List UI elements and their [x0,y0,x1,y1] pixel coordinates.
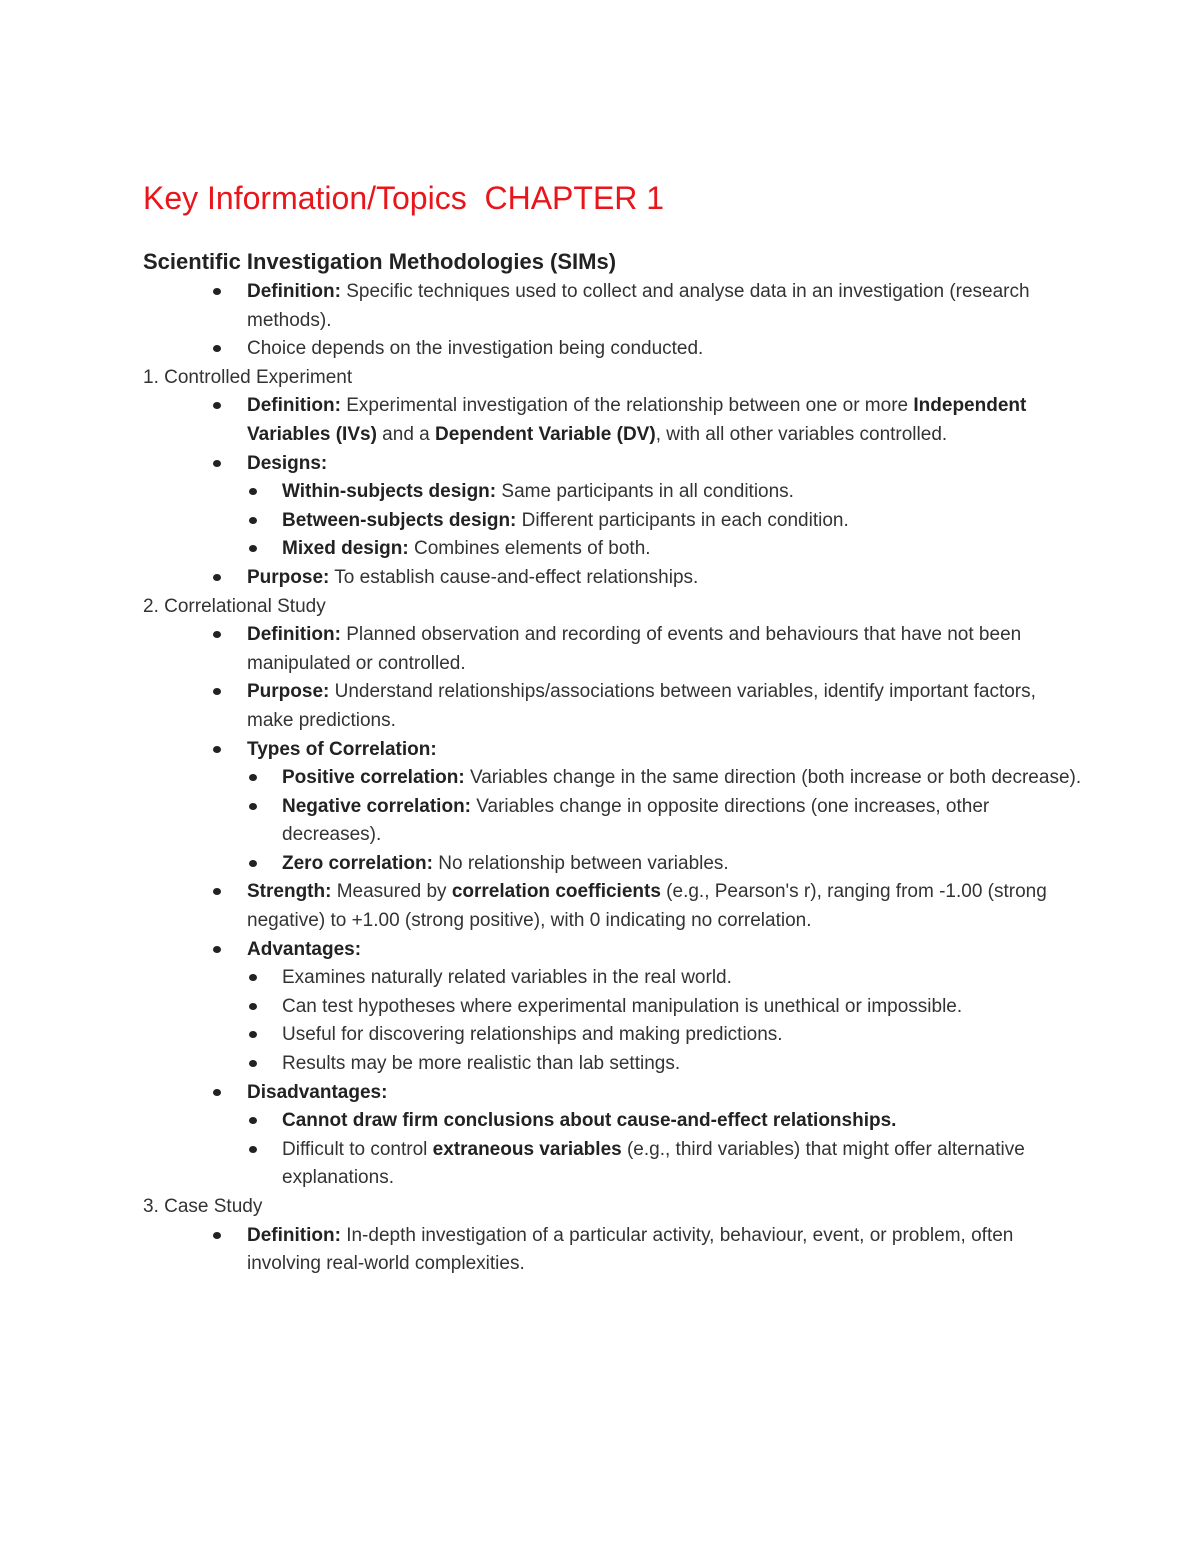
document-page [143,176,1083,1279]
bullet-icon [213,574,221,581]
item-text: Choice depends on the investigation being conducted. [247,338,704,360]
bullet-item [143,450,1083,479]
sub-bullet-item [143,993,1083,1022]
bullet-icon [213,288,221,295]
sub-bullet-item [143,1136,1083,1193]
item-text: Same participants in all conditions. [496,481,794,503]
item-text: Useful for discovering relationships and making predictions. [282,1024,783,1046]
bullet-item [143,392,1083,449]
item-text: Understand relationships/associations between variables, identify important factors, make predictions. [247,681,1036,731]
bullet-icon [249,1146,257,1153]
bold-text: Definition: [247,395,341,417]
bullet-icon [249,774,257,781]
numbered-heading [143,593,1083,622]
bullet-icon [249,1060,257,1067]
item-text: To establish cause-and-effect relationships. [329,566,699,588]
item-text: 3. Case Study [143,1196,263,1217]
item-text: Measured by [331,881,452,903]
bullet-item [143,621,1083,678]
bullet-icon [249,488,257,495]
bold-text: Positive correlation: [282,767,465,789]
item-text: Results may be more realistic than lab settings. [282,1053,681,1075]
sub-bullet-item [143,1021,1083,1050]
item-text: Specific techniques used to collect and analyse data in an investigation (research methods). [247,281,1030,331]
bold-text: Definition: [247,624,341,646]
page-title: Key Information/Topics CHAPTER 1 [143,180,665,216]
bold-text: Designs: [247,452,328,474]
item-text: (e.g., third variables) that might offer alternative explanations. [282,1138,1025,1189]
item-text: Planned observation and recording of events and behaviours that have not been manipulated or controlled. [247,624,1022,674]
bold-text: Disadvantages: [247,1081,388,1103]
bullet-icon [249,803,257,810]
bullet-item [143,1222,1083,1279]
bullet-item [143,736,1083,765]
item-text: Combines elements of both. [408,538,651,560]
bold-text: Purpose: [247,681,330,703]
sub-bullet-item [143,1050,1083,1079]
sub-bullet-item [143,850,1083,879]
bullet-icon [249,860,257,867]
bullet-icon [213,688,221,695]
bullet-icon [249,1031,257,1038]
bold-text: Mixed design: [282,538,409,560]
bold-text: Between-subjects design: [282,509,517,531]
sub-bullet-item [143,507,1083,536]
bold-text: Dependent Variable (DV) [435,423,656,445]
bold-text: Advantages: [247,938,362,960]
notes-list [143,278,1083,1279]
bullet-icon [249,517,257,524]
sub-bullet-item [143,764,1083,793]
sub-bullet-item [143,793,1083,850]
bullet-icon [213,946,221,953]
item-text: No relationship between variables. [432,852,729,874]
bullet-icon [213,746,221,753]
bullet-icon [249,1003,257,1010]
item-text: Experimental investigation of the relationship between one or more [340,395,914,417]
bold-text: Negative correlation: [282,795,471,817]
item-text: Can test hypotheses where experimental manipulation is unethical or impossible. [282,995,963,1017]
bullet-item [143,335,1083,364]
sub-bullet-item [143,1107,1083,1136]
bullet-item [143,278,1083,335]
sub-bullet-item [143,535,1083,564]
bullet-icon [213,1089,221,1096]
bold-text: Definition: [247,281,341,302]
bold-text: Types of Correlation: [247,738,437,760]
item-text: Variables change in opposite directions (one increases, other decreases). [282,795,990,846]
bullet-item [143,678,1083,735]
bold-text: Cannot draw firm conclusions about cause-and-effect relationships. [282,1110,897,1132]
bold-text: Purpose: [247,566,330,588]
bullet-icon [249,974,257,981]
bold-text: Within-subjects design: [282,481,497,503]
numbered-heading [143,364,1083,393]
item-text: , with all other variables controlled. [655,423,948,445]
item-text: (e.g., Pearson's r), ranging from -1.00 (strong negative) to +1.00 (strong positive), with 0 indicating no correlation. [247,881,1047,932]
item-text: Variables change in the same direction (both increase or both decrease). [464,767,1082,789]
bold-text: Independent Variables (IVs) [247,395,1027,445]
bold-text: Zero correlation: [282,852,433,874]
sub-bullet-item [143,478,1083,507]
bold-text: extraneous variables [432,1138,622,1160]
item-text: and a [376,423,436,445]
bullet-icon [249,545,257,552]
bullet-item [143,878,1083,935]
bold-text: Strength: [247,881,332,903]
item-text: Examines naturally related variables in the real world. [282,967,732,989]
bold-text: correlation coefficients [451,881,661,903]
item-text: 2. Correlational Study [143,595,326,617]
bullet-icon [213,888,221,895]
item-text: 1. Controlled Experiment [143,366,353,388]
item-text: In-depth investigation of a particular activity, behaviour, event, or problem, often involving real-world complexities. [247,1224,1014,1275]
bullet-icon [213,631,221,638]
bullet-item [143,1079,1083,1108]
bullet-item [143,564,1083,593]
sub-bullet-item [143,964,1083,993]
item-text: Difficult to control [282,1138,433,1160]
bullet-icon [213,460,221,467]
bold-text: Definition: [247,1224,341,1246]
numbered-heading [143,1193,1083,1222]
bullet-icon [213,345,221,352]
section-title: Scientific Investigation Methodologies (SIMs) [143,249,617,274]
bullet-item [143,936,1083,965]
bullet-icon [213,402,221,409]
bullet-icon [213,1232,221,1239]
item-text: Different participants in each condition. [516,509,849,531]
bullet-icon [249,1117,257,1124]
